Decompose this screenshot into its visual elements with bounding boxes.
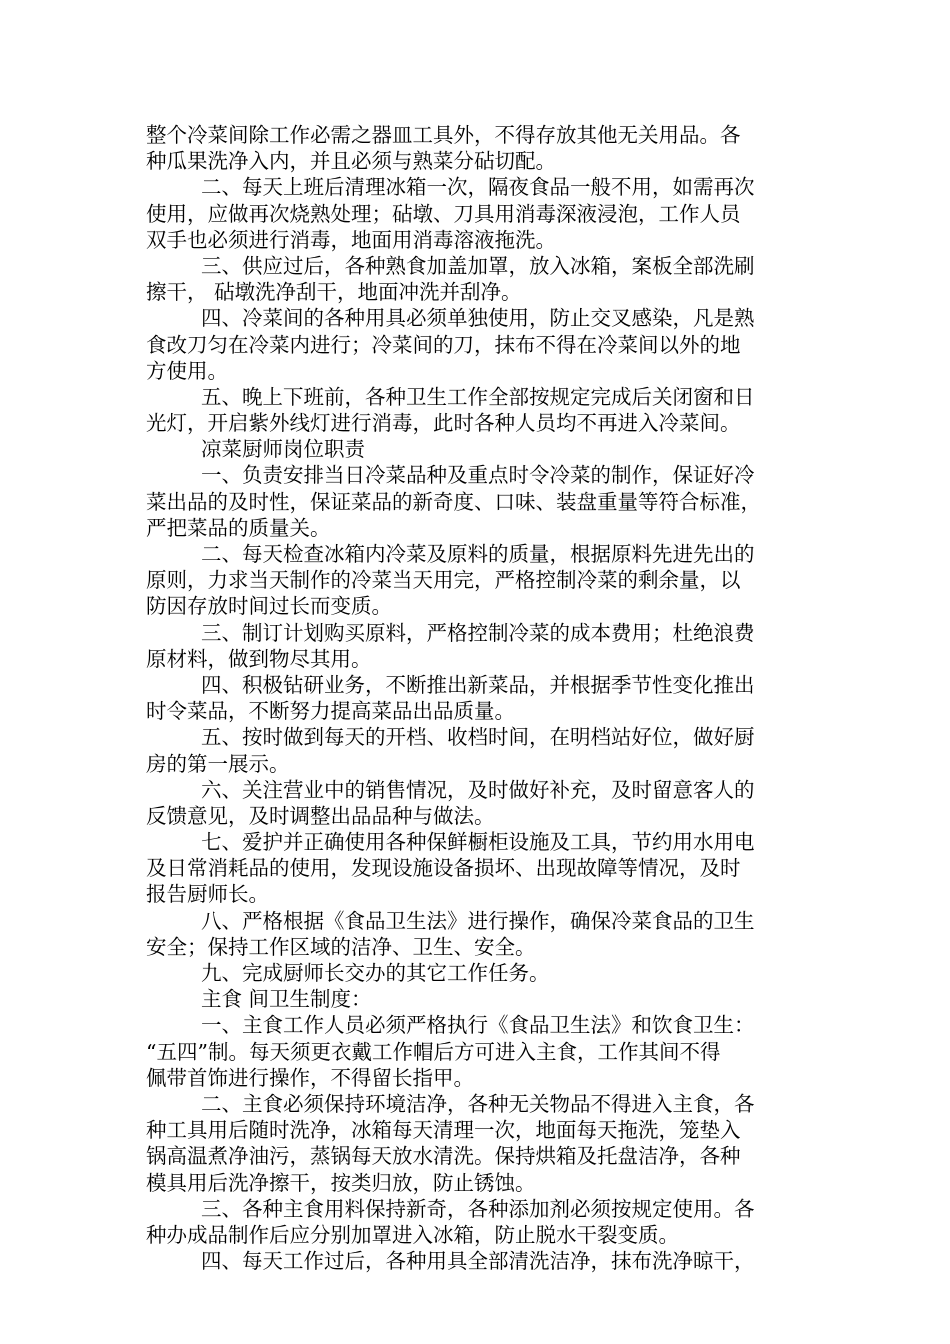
text-line: 整个冷菜间除工作必需之器皿工具外，不得存放其他无关用品。各 [146,123,741,147]
text-line: 五、按时做到每天的开档、收档时间，在明档站好位，做好厨 [201,725,755,750]
text-line: 四、每天工作过后，各种用具全部清洗洁净，抹布洗净晾干， [201,1249,755,1274]
text-line: 四、积极钻研业务，不断推出新菜品，并根据季节性变化推出 [201,672,755,697]
text-line: 安全；保持工作区域的洁净、卫生、安全。 [146,934,536,959]
text-line: 使用，应做再次烧熟处理；砧墩、刀具用消毒深液浸泡，工作人员 [146,201,741,226]
text-line: 食改刀匀在冷菜内进行；冷菜间的刀，抹布不得在冷菜间以外的地 [146,332,741,357]
text-line: 原则，力求当天制作的冷菜当天用完，严格控制冷菜的剩余量，以 [146,568,741,593]
text-line: 凉菜厨师岗位职责 [201,437,365,462]
text-line: 种办成品制作后应分别加罩进入冰箱，防止脱水干裂变质。 [146,1222,679,1247]
text-line: 主食 间卫生制度： [201,987,372,1012]
text-line: 光灯，开启紫外线灯进行消毒，此时各种人员均不再进入冷菜间。 [146,411,741,436]
text-line: 擦干， 砧墩洗净刮干，地面冲洗并刮净。 [146,280,522,305]
text-line: 五、晚上下班前，各种卫生工作全部按规定完成后关闭窗和日 [201,384,755,409]
text-line: 模具用后洗净擦干，按类归放，防止锈蚀。 [146,1170,536,1195]
text-line: 一、负责安排当日冷菜品种及重点时令冷菜的制作，保证好冷 [201,463,755,488]
text-line: 种瓜果洗净入内，并且必须与熟菜分砧切配。 [146,149,556,174]
text-line: 六、关注营业中的销售情况，及时做好补充，及时留意客人的 [201,777,755,802]
text-line: 双手也必须进行消毒，地面用消毒溶液拖洗。 [146,227,556,252]
text-line: 报告厨师长。 [146,882,269,907]
text-line: 九、完成厨师长交办的其它工作任务。 [201,961,550,985]
text-line: 二、每天上班后清理冰箱一次，隔夜食品一般不用，如需再次 [201,175,755,200]
text-line: 反馈意见，及时调整出品品种与做法。 [146,803,495,828]
text-line: 严把菜品的质量关。 [146,515,331,540]
text-line: 三、各种主食用料保持新奇，各种添加剂必须按规定使用。各 [201,1196,755,1221]
text-line: 防因存放时间过长而变质。 [146,594,392,619]
text-line: 三、供应过后，各种熟食加盖加罩，放入冰箱，案板全部洗刷 [201,253,755,278]
document-body [146,122,826,1274]
text-line: 一、主食工作人员必须严格执行《食品卫生法》和饮食卫生： [201,1013,755,1038]
text-line: 菜出品的及时性，保证菜品的新奇度、口味、装盘重量等符合标准， [146,489,761,514]
text-line: “五四”制。每天须更衣戴工作帽后方可进入主食，工作其间不得 [146,1039,721,1064]
text-line: 方使用。 [146,358,228,383]
text-line: 及日常消耗品的使用，发现设施设备损坏、出现故障等情况，及时 [146,856,741,881]
text-line: 四、冷菜间的各种用具必须单独使用，防止交叉感染，凡是熟 [201,306,755,331]
text-line: 种工具用后随时洗净，冰箱每天清理一次，地面每天拖洗，笼垫入 [146,1118,741,1143]
text-line: 七、爱护并正确使用各种保鲜橱柜设施及工具，节约用水用电 [201,830,755,855]
text-line: 佩带首饰进行操作，不得留长指甲。 [146,1065,474,1090]
text-line: 二、主食必须保持环境洁净，各种无关物品不得进入主食，各 [201,1091,755,1116]
text-line: 房的第一展示。 [146,751,290,776]
text-line: 三、制订计划购买原料，严格控制冷菜的成本费用；杜绝浪费 [201,620,755,645]
text-line: 锅高温煮净油污，蒸锅每天放水清洗。保持烘箱及托盘洁净，各种 [146,1144,741,1169]
text-line: 二、每天检查冰箱内冷菜及原料的质量，根据原料先进先出的 [201,542,755,566]
text-line: 时令菜品，不断努力提高菜品出品质量。 [146,699,515,724]
text-line: 八、严格根据《食品卫生法》进行操作，确保冷菜食品的卫生 [201,908,755,933]
text-line: 原材料，做到物尽其用。 [146,646,372,671]
